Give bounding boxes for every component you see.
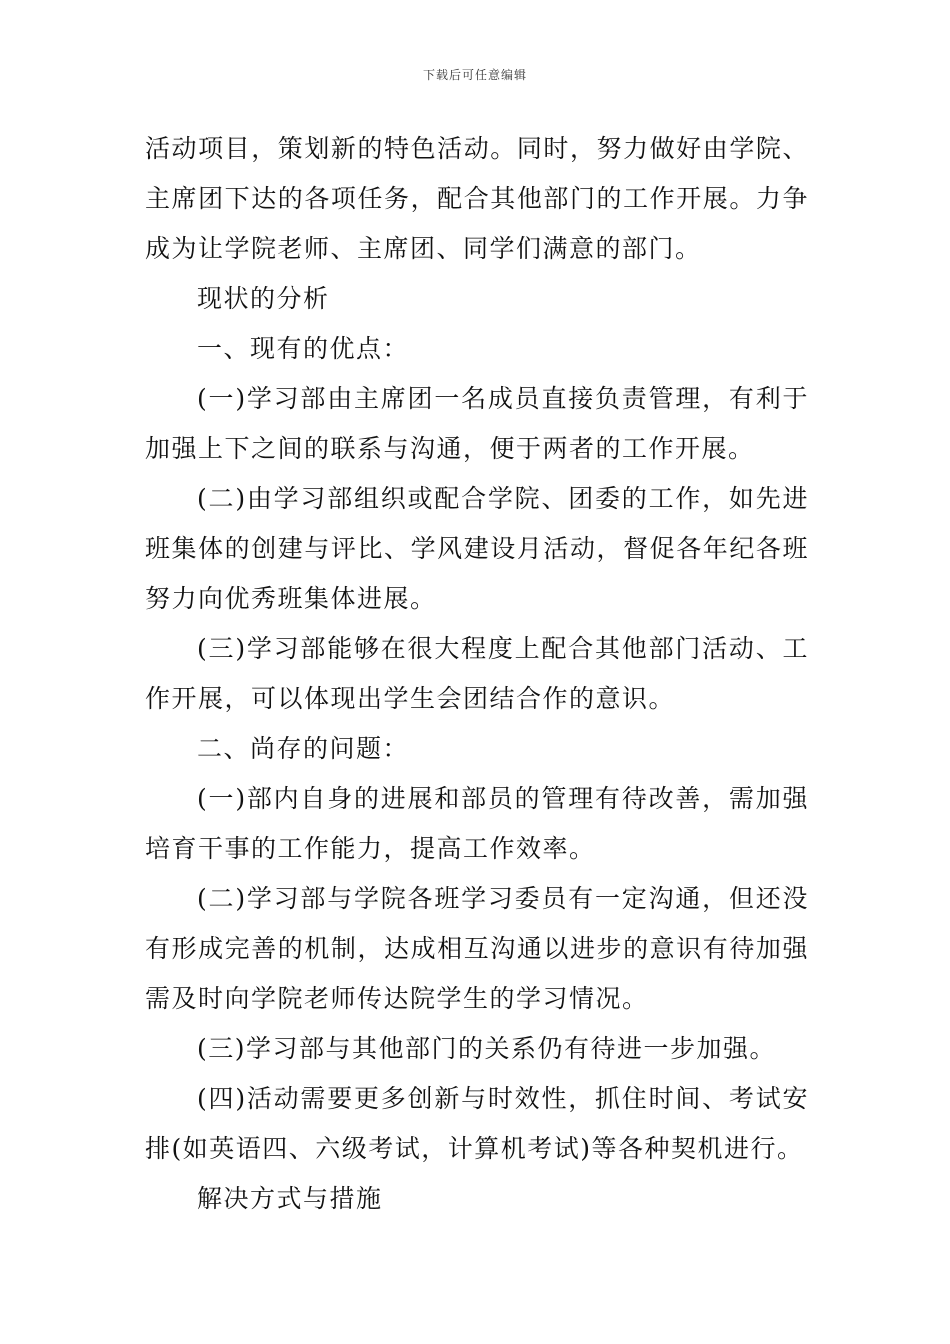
- paragraph-problem-1: (一)部内自身的进展和部员的管理有待改善，需加强培育干事的工作能力，提高工作效率。: [145, 784, 809, 863]
- section-heading-current-analysis: 现状的分析: [197, 284, 330, 313]
- paragraph-problem-3: (三)学习部与其他部门的关系仍有待进一步加强。: [197, 1034, 777, 1063]
- section-heading-solutions: 解决方式与措施: [197, 1184, 383, 1213]
- page-header-note: 下载后可任意编辑: [422, 68, 527, 82]
- subheading-strengths: 一、现有的优点：: [197, 334, 410, 363]
- document-body: [145, 124, 809, 1224]
- paragraph-problem-2: (二)学习部与学院各班学习委员有一定沟通，但还没有形成完善的机制，达成相互沟通以进步的意识有待加强需及时向学院老师传达院学生的学习情况。: [145, 884, 809, 1013]
- paragraph-problem-4: (四)活动需要更多创新与时效性，抓住时间、考试安排(如英语四、六级考试，计算机考试)等各种契机进行。: [145, 1084, 809, 1163]
- paragraph-strength-3: (三)学习部能够在很大程度上配合其他部门活动、工作开展，可以体现出学生会团结合作的意识。: [145, 634, 809, 713]
- subheading-problems: 二、尚存的问题：: [197, 734, 410, 763]
- paragraph-intro-continuation: 活动项目，策划新的特色活动。同时，努力做好由学院、主席团下达的各项任务，配合其他部门的工作开展。力争成为让学院老师、主席团、同学们满意的部门。: [145, 134, 809, 263]
- paragraph-strength-1: (一)学习部由主席团一名成员直接负责管理，有利于加强上下之间的联系与沟通，便于两者的工作开展。: [145, 384, 809, 463]
- paragraph-strength-2: (二)由学习部组织或配合学院、团委的工作，如先进班集体的创建与评比、学风建设月活动，督促各年纪各班努力向优秀班集体进展。: [145, 484, 809, 613]
